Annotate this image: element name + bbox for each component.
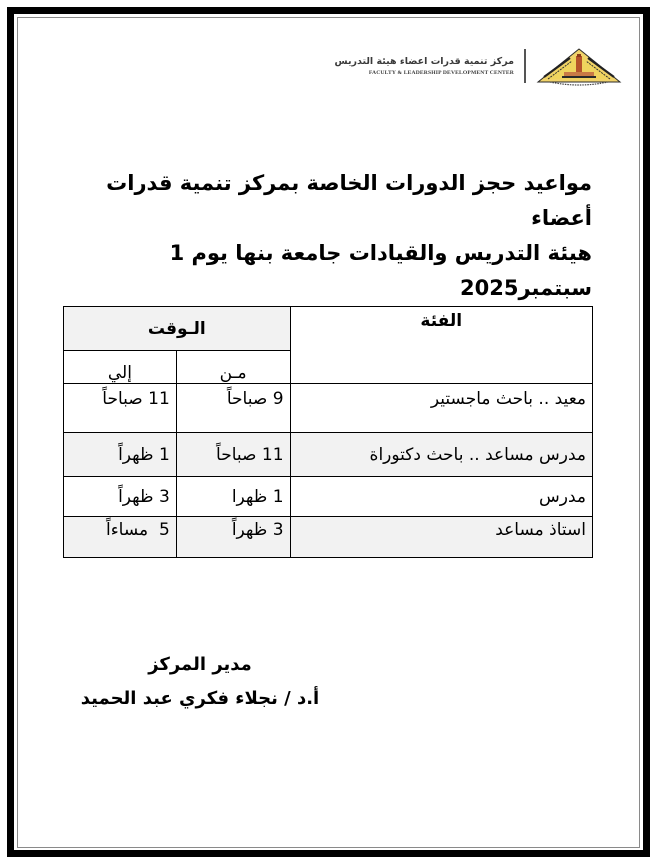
logo-separator [524,49,526,83]
org-name-arabic: مركز تنمية قدرات اعضاء هيئة التدريس [334,56,514,67]
booking-schedule-table [63,306,593,558]
cell-category: معيد .. باحث ماجستير [290,384,592,433]
org-name-english: FACULTY & LEADERSHIP DEVELOPMENT CENTER [368,70,514,76]
header-category: الفئة [290,307,592,384]
cell-to: 11 صباحاً [64,384,177,433]
signature-block [50,650,350,714]
cell-from: 11 صباحاً [176,433,290,477]
cell-category: مدرس [290,477,592,517]
cell-to: 5 مساءاً [64,517,177,558]
header-logo-banner [292,44,628,88]
table-row [64,477,593,517]
table-row [64,433,593,477]
title-line-1: مواعيد حجز الدورات الخاصة بمركز تنمية قدرات أعضاء [106,171,592,230]
cell-category: مدرس مساعد .. باحث دكتوراة [290,433,592,477]
document-title [60,166,592,306]
header-time: الـوقت [64,307,291,351]
cell-to: 3 ظهراً [64,477,177,517]
university-emblem-icon [536,46,622,86]
cell-from: 9 صباحاً [176,384,290,433]
cell-from: 1 ظهرا [176,477,290,517]
header-to: إلي [64,351,177,384]
table-header-row [64,307,593,351]
cell-to: 1 ظهراً [64,433,177,477]
logo-texts [292,56,520,76]
title-line-2: هيئة التدريس والقيادات جامعة بنها يوم 1 سبتمبر2025 [169,241,592,300]
header-from: مـن [176,351,290,384]
table-row [64,384,593,433]
table-row [64,517,593,558]
cell-from: 3 ظهراً [176,517,290,558]
signature-title: مدير المركز [148,654,252,675]
cell-category: استاذ مساعد [290,517,592,558]
signature-name: أ.د / نجلاء فكري عبد الحميد [80,688,320,709]
